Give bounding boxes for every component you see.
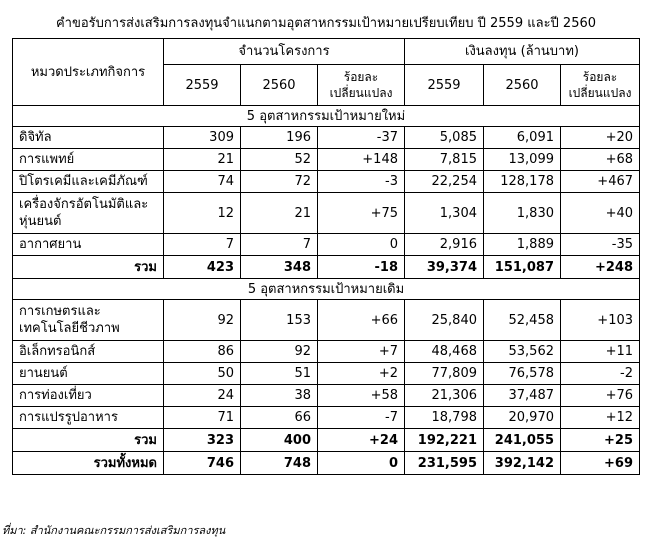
investment-2559-cell: 18,798 [405, 407, 484, 429]
row-label: การแพทย์ [13, 149, 164, 171]
table-row [13, 407, 640, 429]
table-row [13, 341, 640, 363]
investment-header: เงินลงทุน (ล้านบาท) [405, 39, 640, 65]
investment-change-cell: +25 [561, 429, 640, 452]
projects-change-cell: -18 [318, 256, 405, 279]
projects-change-cell: +75 [318, 193, 405, 234]
investment-change-cell: +467 [561, 171, 640, 193]
investment-change-cell: +11 [561, 341, 640, 363]
table-row [13, 300, 640, 341]
investment-2560-cell: 20,970 [484, 407, 561, 429]
investment-2559-cell: 2,916 [405, 234, 484, 256]
projects-2559-cell: 24 [164, 385, 241, 407]
projects-2559-cell: 71 [164, 407, 241, 429]
projects-2560-cell: 72 [241, 171, 318, 193]
investment-2560-cell: 241,055 [484, 429, 561, 452]
investment-2560-cell: 6,091 [484, 127, 561, 149]
table-row [13, 149, 640, 171]
projects-change-cell: +148 [318, 149, 405, 171]
projects-2559-cell: 12 [164, 193, 241, 234]
investment-change-cell: -35 [561, 234, 640, 256]
projects-2560-cell: 38 [241, 385, 318, 407]
projects-2559-cell: 21 [164, 149, 241, 171]
projects-2560-cell: 51 [241, 363, 318, 385]
investment-2559-cell: 77,809 [405, 363, 484, 385]
investment-2559-cell: 39,374 [405, 256, 484, 279]
row-label: การแปรรูปอาหาร [13, 407, 164, 429]
investment-change-cell: -2 [561, 363, 640, 385]
section-title: 5 อุตสาหกรรมเป้าหมายใหม่ [13, 106, 640, 127]
investment-2559-cell: 48,468 [405, 341, 484, 363]
projects-year2-header: 2560 [241, 65, 318, 106]
projects-2560-cell: 400 [241, 429, 318, 452]
investment-change-cell: +69 [561, 452, 640, 475]
subtotal-row [13, 256, 640, 279]
projects-year1-header: 2559 [164, 65, 241, 106]
projects-header: จำนวนโครงการ [164, 39, 405, 65]
investment-table [12, 38, 640, 475]
investment-2560-cell: 1,830 [484, 193, 561, 234]
row-label: รวม [13, 429, 164, 452]
subtotal-row [13, 429, 640, 452]
investment-2560-cell: 37,487 [484, 385, 561, 407]
investment-2560-cell: 13,099 [484, 149, 561, 171]
row-label: ปิโตรเคมีและเคมีภัณฑ์ [13, 171, 164, 193]
investment-2560-cell: 1,889 [484, 234, 561, 256]
projects-2560-cell: 92 [241, 341, 318, 363]
investment-2560-cell: 151,087 [484, 256, 561, 279]
projects-2559-cell: 74 [164, 171, 241, 193]
investment-change-cell: +76 [561, 385, 640, 407]
category-header: หมวดประเภทกิจการ [13, 39, 164, 106]
investment-change-cell: +68 [561, 149, 640, 171]
projects-2559-cell: 50 [164, 363, 241, 385]
table-row [13, 171, 640, 193]
investment-2560-cell: 392,142 [484, 452, 561, 475]
table-row [13, 363, 640, 385]
row-label: รวม [13, 256, 164, 279]
projects-2560-cell: 52 [241, 149, 318, 171]
investment-change-cell: +40 [561, 193, 640, 234]
row-label: อิเล็กทรอนิกส์ [13, 341, 164, 363]
change-label-line2: เปลี่ยนแปลง [329, 86, 393, 100]
source-note: ที่มา: สำนักงานคณะกรรมการส่งเสริมการลงทุน [2, 524, 226, 537]
investment-year1-header: 2559 [405, 65, 484, 106]
projects-change-cell: -37 [318, 127, 405, 149]
projects-change-cell: +66 [318, 300, 405, 341]
table-title: คำขอรับการส่งเสริมการลงทุนจำแนกตามอุตสาหกรรมเป้าหมายเปรียบเทียบ ปี 2559 และปี 2560 [55, 16, 597, 31]
table-row [13, 127, 640, 149]
projects-2559-cell: 7 [164, 234, 241, 256]
projects-change-cell: +58 [318, 385, 405, 407]
investment-2559-cell: 231,595 [405, 452, 484, 475]
projects-change-header [318, 65, 405, 106]
projects-change-cell: 0 [318, 452, 405, 475]
row-label: การท่องเที่ยว [13, 385, 164, 407]
investment-2559-cell: 21,306 [405, 385, 484, 407]
projects-2559-cell: 92 [164, 300, 241, 341]
projects-change-cell: -7 [318, 407, 405, 429]
projects-2559-cell: 746 [164, 452, 241, 475]
table-row [13, 193, 640, 234]
change-label-line1: ร้อยละ [343, 70, 379, 84]
projects-2560-cell: 7 [241, 234, 318, 256]
projects-2559-cell: 423 [164, 256, 241, 279]
change-label-line2: เปลี่ยนแปลง [568, 86, 632, 100]
projects-2559-cell: 323 [164, 429, 241, 452]
projects-2560-cell: 66 [241, 407, 318, 429]
section-header-row [13, 106, 640, 127]
row-label: เครื่องจักรอัตโนมัติและหุ่นยนต์ [13, 193, 164, 234]
grand-total-row [13, 452, 640, 475]
change-label-line1: ร้อยละ [582, 70, 618, 84]
investment-change-cell: +248 [561, 256, 640, 279]
investment-2560-cell: 53,562 [484, 341, 561, 363]
investment-2560-cell: 52,458 [484, 300, 561, 341]
projects-change-cell: +2 [318, 363, 405, 385]
row-label: การเกษตรและเทคโนโลยีชีวภาพ [13, 300, 164, 341]
projects-2560-cell: 21 [241, 193, 318, 234]
projects-2559-cell: 309 [164, 127, 241, 149]
row-label: อากาศยาน [13, 234, 164, 256]
row-label: ดิจิทัล [13, 127, 164, 149]
investment-2560-cell: 76,578 [484, 363, 561, 385]
investment-change-header [561, 65, 640, 106]
table-body [13, 106, 640, 475]
table-row [13, 234, 640, 256]
projects-2560-cell: 196 [241, 127, 318, 149]
projects-change-cell: +7 [318, 341, 405, 363]
investment-2560-cell: 128,178 [484, 171, 561, 193]
investment-change-cell: +20 [561, 127, 640, 149]
investment-change-cell: +103 [561, 300, 640, 341]
projects-change-cell: -3 [318, 171, 405, 193]
section-title: 5 อุตสาหกรรมเป้าหมายเดิม [13, 279, 640, 300]
projects-change-cell: 0 [318, 234, 405, 256]
projects-2560-cell: 153 [241, 300, 318, 341]
row-label: รวมทั้งหมด [13, 452, 164, 475]
table-row [13, 385, 640, 407]
investment-2559-cell: 1,304 [405, 193, 484, 234]
projects-2560-cell: 348 [241, 256, 318, 279]
investment-2559-cell: 22,254 [405, 171, 484, 193]
projects-change-cell: +24 [318, 429, 405, 452]
header-row-top [13, 39, 640, 65]
row-label: ยานยนต์ [13, 363, 164, 385]
investment-2559-cell: 192,221 [405, 429, 484, 452]
investment-2559-cell: 7,815 [405, 149, 484, 171]
section-header-row [13, 279, 640, 300]
projects-2560-cell: 748 [241, 452, 318, 475]
projects-2559-cell: 86 [164, 341, 241, 363]
investment-2559-cell: 25,840 [405, 300, 484, 341]
investment-change-cell: +12 [561, 407, 640, 429]
investment-2559-cell: 5,085 [405, 127, 484, 149]
investment-year2-header: 2560 [484, 65, 561, 106]
